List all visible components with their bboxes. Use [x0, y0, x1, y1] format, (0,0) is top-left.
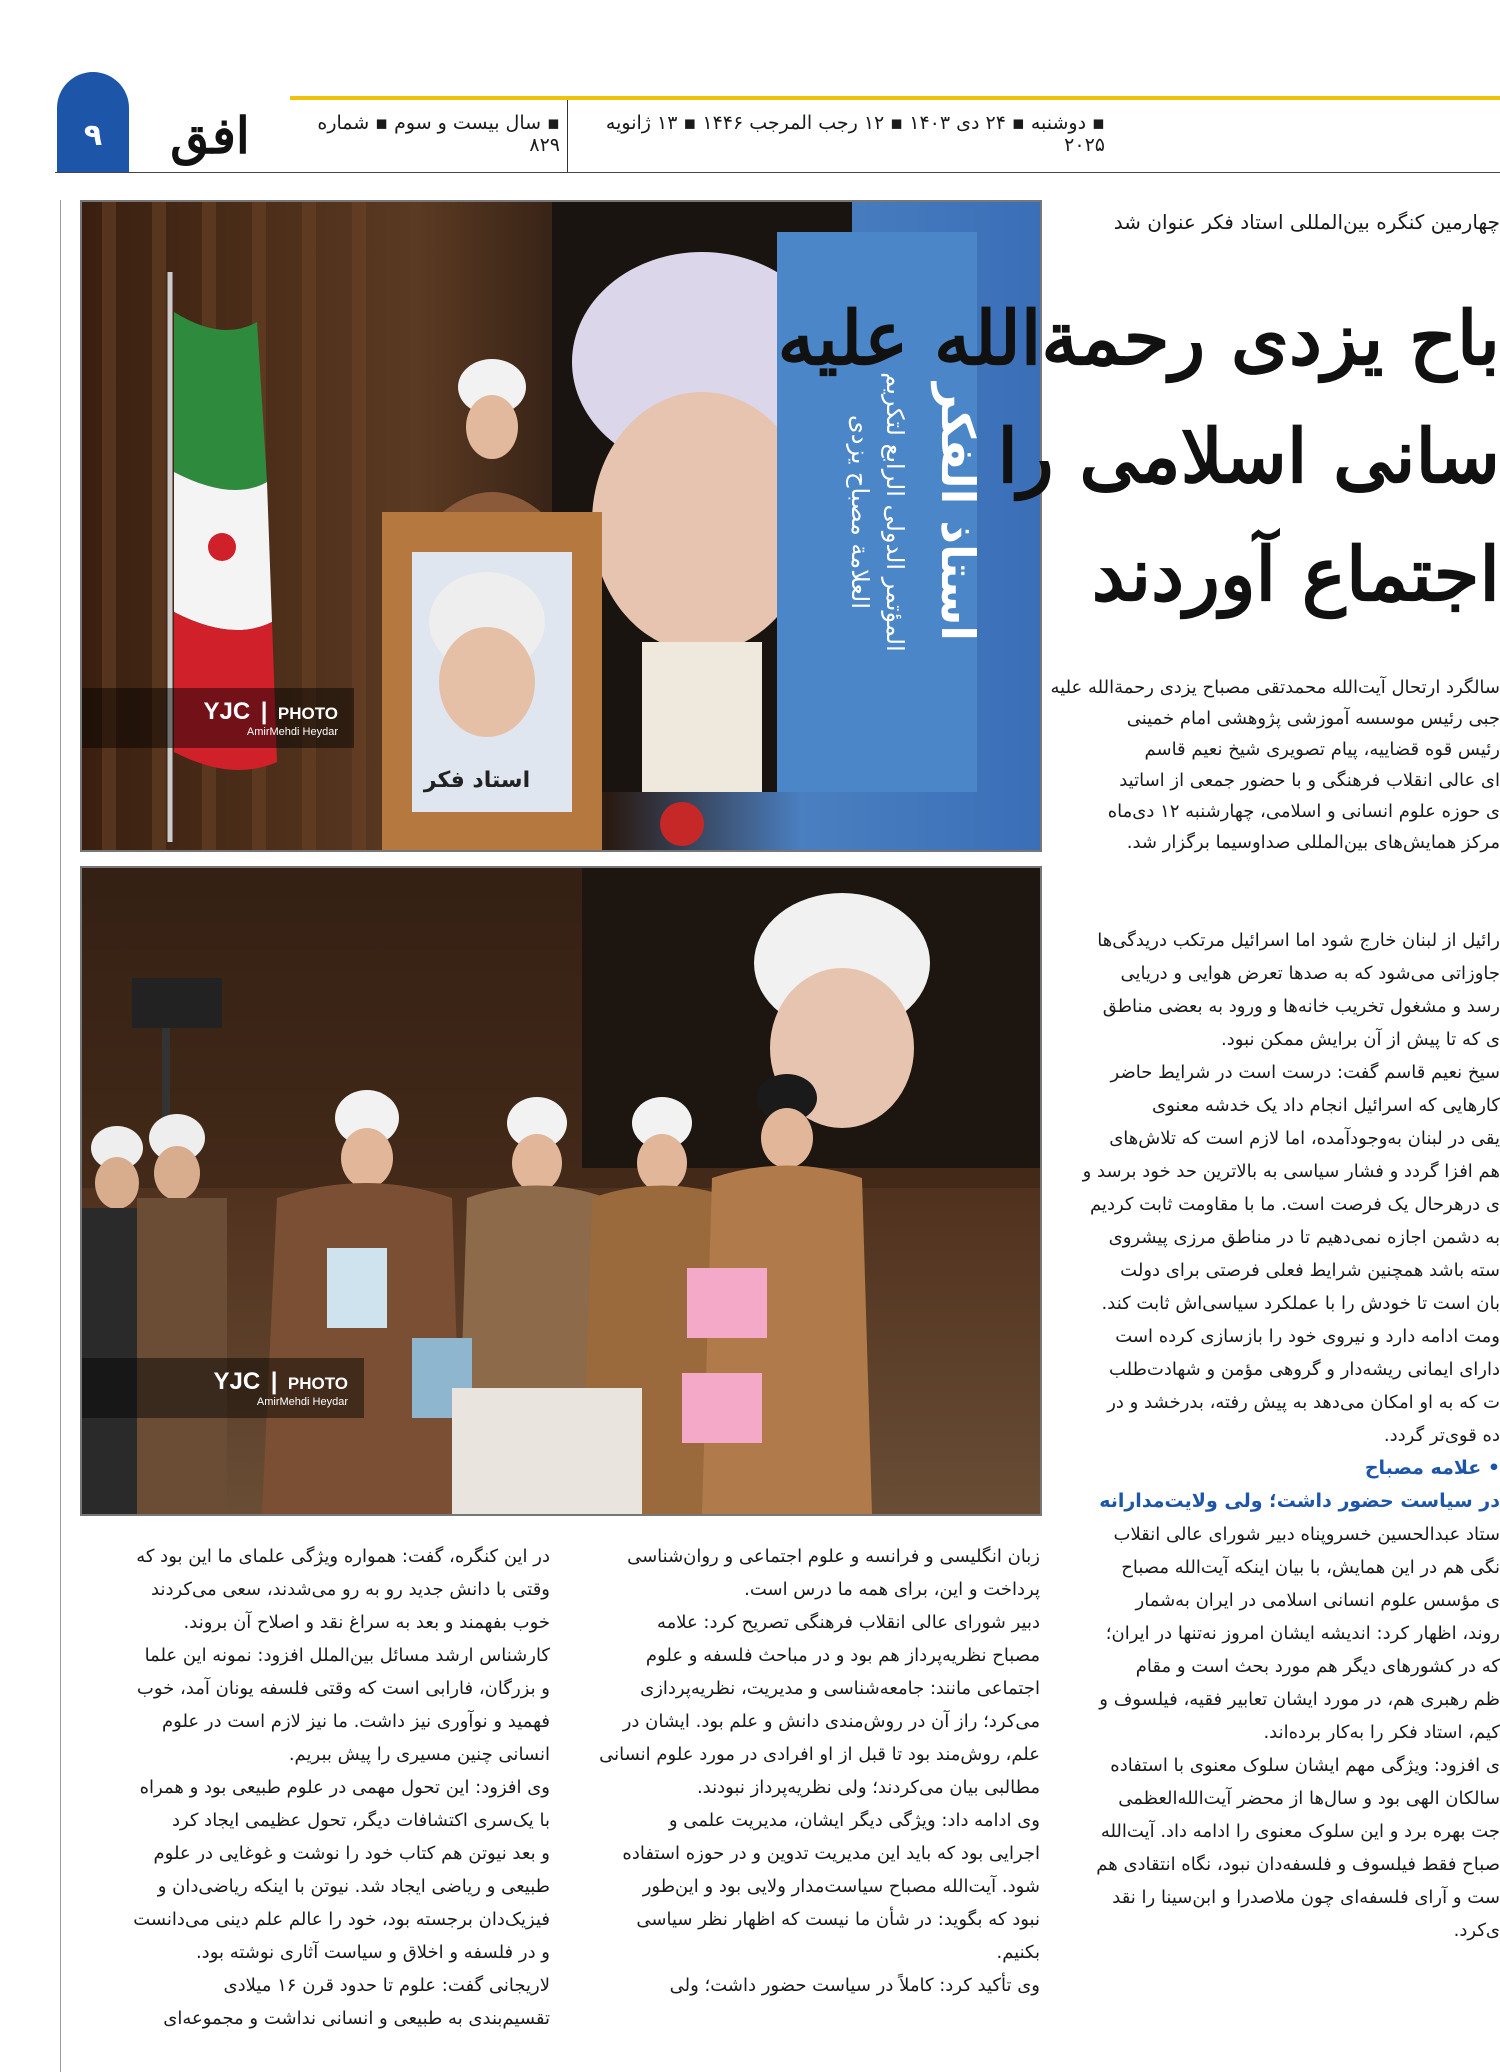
body-line: رسد و مشغول تخریب خانه‌ها و ورود به بعضی مناطق: [1102, 996, 1500, 1017]
banner-subtitle: المؤتمر الدولی الرابع لتکریم: [881, 372, 909, 652]
body-line: ستاد عبدالحسین خسروپناه دبیر شورای عالی انقلاب: [1113, 1524, 1500, 1545]
body-line: جاوزاتی می‌شود که به صدها تعرض هوایی و دریایی: [1120, 963, 1500, 984]
body-line: اجتماعی مانند: جامعه‌شناسی و مدیریت، نظریه‌پردازی: [640, 1678, 1040, 1699]
body-line: فهمید و نوآوری نیز داشت. ما نیز لازم است در علوم: [162, 1711, 550, 1732]
section-subhead: • علامه مصباح: [1364, 1457, 1500, 1479]
lead-line: ی حوزه علوم انسانی و اسلامی، چهارشنبه ۱۲ دی‌ماه: [1107, 801, 1500, 822]
date-line: ▪ دوشنبه ▪ ۲۴ دی ۱۴۰۳ ▪ ۱۲ رجب المرجب ۱۴۴۶ ▪ ۱۳ ژانویه ۲۰۲۵: [605, 112, 1105, 156]
body-line: علم، روش‌مند بود تا قبل از او افرادی در مورد علوم انسانی: [599, 1744, 1040, 1765]
body-line: سته باشد همچنین شرایط فعلی فرصتی برای دولت: [1120, 1260, 1500, 1281]
body-line: ست و آرای فلسفه‌ای چون ملاصدرا و ابن‌سینا را نقد: [1112, 1887, 1500, 1908]
body-line: نبود که بگوید: در شأن ما نیست که اظهار نظر سیاسی: [636, 1909, 1040, 1930]
credit-divider: |: [270, 1368, 278, 1395]
body-line: و در فلسفه و اخلاق و سیاست آثاری نوشته بود.: [195, 1942, 550, 1963]
lead-line: جبی رئیس موسسه آموزشی پژوهشی امام خمینی: [1126, 708, 1500, 729]
body-line: می‌کرد؛ راز آن در روش‌مندی دانش و علم بود. ایشان در: [622, 1711, 1040, 1732]
photo-group-unveiling: [80, 866, 1042, 1516]
banner-name: العلامة مصباح یزدی: [846, 415, 874, 609]
body-line: اجرایی بود که باید این مدیریت تدوین و در حوزه استفاده: [622, 1843, 1040, 1864]
body-line: روند، اظهار کرد: اندیشه ایشان امروز نه‌تنها در ایران؛: [1105, 1623, 1500, 1644]
body-column-right: [1070, 924, 1500, 2072]
article-kicker: چهارمین کنگره بین‌المللی استاد فکر عنوان شد: [1113, 210, 1500, 234]
body-line: طبیعی و ریاضی ایجاد شد. نیوتن با اینکه ریاضی‌دان و: [157, 1876, 550, 1897]
credit-photographer: AmirMehdi Heydar: [256, 1396, 348, 1408]
body-line: وی تأکید کرد: کاملاً در سیاست حضور داشت؛ ولی: [669, 1975, 1040, 1996]
banner-title: استاذ الفکر: [931, 382, 985, 642]
headline-line: اجتماع آوردند: [1091, 532, 1500, 618]
body-line: و بزرگان، فارابی است که وقتی فلسفه یونان آمد، خوب: [136, 1678, 550, 1699]
podium: [382, 512, 602, 850]
body-line: فیزیک‌دان برجسته بود، خود را عالم علم دینی می‌دانست: [133, 1909, 550, 1930]
credit-brand: YJC: [203, 698, 251, 725]
header-bottom-rule: [55, 172, 1500, 173]
body-line: ی افزود: ویژگی مهم ایشان سلوک معنوی با استفاده: [1110, 1755, 1500, 1776]
body-line: خوب بفهمند و بعد به سراغ نقد و اصلاح آن بروند.: [183, 1612, 550, 1633]
body-line: یقی در لبنان به‌وجودآمده، اما لازم است که تلاش‌های: [1109, 1128, 1500, 1149]
credit-label: PHOTO: [277, 704, 338, 723]
lead-line: رئیس قوه قضاییه، پیام تصویری شیخ نعیم قاسم: [1144, 739, 1500, 760]
photo-credit: [82, 1358, 364, 1418]
body-line: در این کنگره، گفت: همواره ویژگی علمای ما این بود که: [136, 1546, 550, 1567]
issue-info: ▪ سال بیست و سوم ▪ شماره ۸۲۹: [317, 112, 560, 156]
body-line: جت بهره برد و این سلوک معنوی را ادامه داد. آیت‌الله: [1100, 1821, 1500, 1842]
body-line: صباح فقط فیلسوف و فلسفه‌دان نبود، نگاه انتقادی هم: [1096, 1854, 1500, 1875]
body-line: به دشمن اجازه نمی‌دهیم تا در مناطق مرزی پیشروی: [1108, 1227, 1500, 1248]
lead-line: ای عالی انقلاب فرهنگی و با حضور جمعی از اساتید: [1119, 770, 1500, 791]
body-line: لاریجانی گفت: علوم تا حدود قرن ۱۶ میلادی: [223, 1975, 550, 1996]
credit-photographer: AmirMehdi Heydar: [246, 726, 338, 738]
body-line: ی‌کرد.: [1453, 1920, 1500, 1941]
section-subhead: در سیاست حضور داشت؛ ولی ولایت‌مدارانه: [1099, 1490, 1500, 1512]
body-line: رائیل از لبنان خارج شود اما اسرائیل مرتکب دریدگی‌ها: [1097, 930, 1500, 951]
body-line: کارشناس ارشد مسائل بین‌الملل افزود: نمونه این علما: [144, 1645, 550, 1666]
body-line: شود. آیت‌الله مصباح سیاست‌مدار ولایی بود و این‌طور: [642, 1876, 1040, 1897]
headline-line: سانی اسلامی را: [997, 414, 1500, 500]
body-line: انسانی چنین مسیری را پیش ببریم.: [288, 1744, 550, 1765]
body-line: کارهایی که اسرائیل انجام داد یک خدشه معنوی: [1152, 1095, 1500, 1116]
column-rule: [60, 200, 61, 2072]
flowers: [660, 802, 704, 846]
body-line: مطالبی بیان می‌کردند؛ ولی نظریه‌پرداز نبودند.: [696, 1777, 1040, 1798]
body-line: که در کشورهای دیگر هم مورد بحث است و مقام: [1135, 1656, 1500, 1677]
newspaper-logo: افق: [170, 106, 250, 165]
body-line: سالکان الهی بود و سال‌ها از محضر آیت‌الله‌العظمی: [1118, 1788, 1500, 1809]
body-line: ت که به او امکان می‌دهد به پیش رفته، بدرخشد و در: [1107, 1392, 1500, 1413]
article-lead: [1050, 672, 1500, 858]
body-line: مصباح نظریه‌پرداز هم بود و در مباحث فلسفه و علوم: [645, 1645, 1040, 1666]
body-line: ومت ادامه دارد و نیروی خود را بازسازی کرده است: [1115, 1326, 1500, 1347]
body-line: پرداخت و این، برای همه ما درس است.: [744, 1579, 1040, 1600]
body-line: ی مؤسس علوم انسانی اسلامی در ایران به‌شمار: [1135, 1590, 1500, 1611]
body-line: وقتی با دانش جدید رو به رو می‌شدند، سعی می‌کردند: [151, 1579, 550, 1600]
body-column-left: [80, 1540, 550, 2072]
body-column-middle: [570, 1540, 1040, 2072]
credit-divider: |: [260, 698, 268, 725]
body-line: هم افزا گردد و فشار سیاسی به بالاترین حد خود برسد و: [1082, 1161, 1500, 1182]
body-line: نگی هم در این همایش، با بیان اینکه آیت‌الله مصباح: [1121, 1557, 1500, 1578]
body-line: وی افزود: این تحول مهمی در علوم طبیعی بود و همراه: [139, 1777, 550, 1798]
body-line: با یک‌سری اکتشافات دیگر، تحول عظیمی ایجاد کرد: [171, 1810, 550, 1831]
body-line: و بعد نیوتن هم کتاب خود را نوشت و غوغایی در علوم: [153, 1843, 550, 1864]
header-accent-rule: [290, 96, 1500, 100]
body-line: ی که تا پیش از آن برایش ممکن نبود.: [1221, 1029, 1500, 1050]
body-line: ی درهرحال یک فرصت است. ما با مقاومت ثابت کردیم: [1089, 1194, 1500, 1215]
body-line: کیم، استاد فکر را به‌کار برده‌اند.: [1263, 1722, 1500, 1743]
page-number: ۹: [83, 118, 103, 153]
body-line: سیخ نعیم قاسم گفت: درست است در شرایط حاضر: [1110, 1062, 1500, 1083]
body-line: بان است تا خودش را با عملکرد سیاسی‌اش ثابت کند.: [1101, 1293, 1500, 1314]
body-line: دارای ایمانی ریشه‌دار و گروهی مؤمن و شهادت‌طلب: [1108, 1359, 1500, 1380]
body-line: وی ادامه داد: ویژگی دیگر ایشان، مدیریت علمی و: [668, 1810, 1040, 1831]
book-title: استاد فکر: [423, 768, 531, 793]
header-separator: [567, 100, 568, 172]
body-line: ظم رهبری هم، در مورد ایشان تعابیر فقیه، فیلسوف و: [1099, 1689, 1500, 1710]
photo-credit: [82, 688, 354, 748]
credit-brand: YJC: [213, 1368, 261, 1395]
body-line: دبیر شورای عالی انقلاب فرهنگی تصریح کرد: علامه: [656, 1612, 1040, 1633]
credit-label: PHOTO: [287, 1374, 348, 1393]
body-line: زبان انگلیسی و فرانسه و علوم اجتماعی و روان‌شناسی: [627, 1546, 1040, 1567]
lead-line: سالگرد ارتحال آیت‌الله محمدتقی مصباح یزدی رحمة‌الله علیه: [1050, 677, 1500, 698]
body-line: تقسیم‌بندی به طبیعی و انسانی نداشت و مجموعه‌ای: [163, 2008, 550, 2029]
body-line: ده قوی‌تر گردد.: [1383, 1425, 1500, 1446]
headline-line: باح یزدی رحمة‌الله علیه: [777, 296, 1500, 382]
body-line: بکنیم.: [996, 1942, 1040, 1963]
lead-line: مرکز همایش‌های بین‌المللی صداوسیما برگزار شد.: [1126, 832, 1500, 853]
